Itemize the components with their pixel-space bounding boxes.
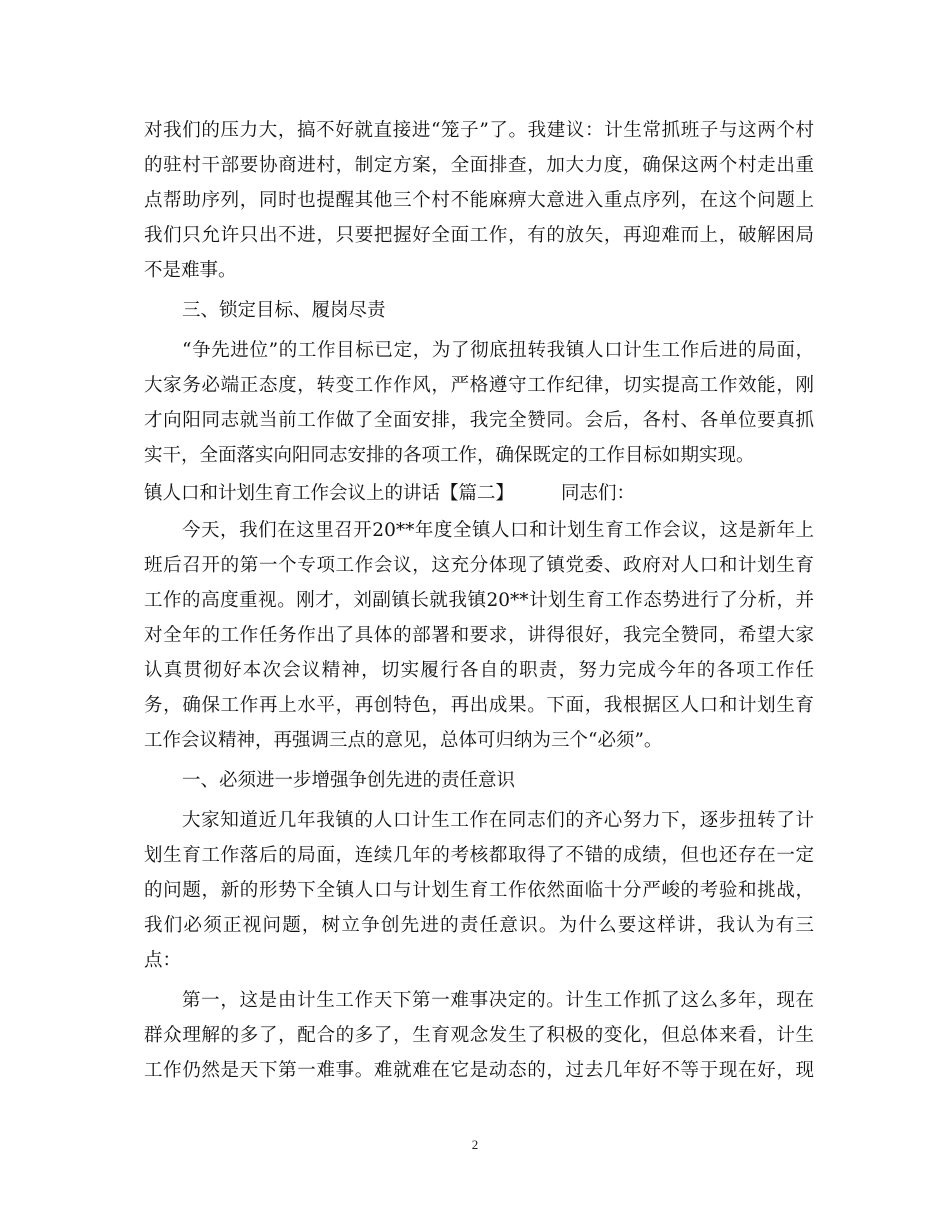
text-line: 划生育工作落后的局面，连续几年的考核都取得了不错的成绩，但也还存在一定 bbox=[144, 845, 814, 866]
text-line: 群众理解的多了，配合的多了，生育观念发生了积极的变化，但总体来看，计生 bbox=[144, 1025, 814, 1046]
text-line: 我们只允许只出不进，只要把握好全面工作，有的放矢，再迎难而上，破解困局 bbox=[144, 225, 814, 246]
text-line: 才向阳同志就当前工作做了全面安排，我完全赞同。会后，各村、各单位要真抓 bbox=[144, 410, 814, 431]
text-line: 工作会议精神，再强调三点的意见，总体可归纳为三个“必须”。 bbox=[144, 730, 663, 751]
text-line: 大家务必端正态度，转变工作作风，严格遵守工作纪律，切实提高工作效能，刚 bbox=[144, 375, 814, 396]
section-heading: 一、必须进一步增强争创先进的责任意识 bbox=[182, 770, 516, 791]
text-line: 点： bbox=[144, 950, 182, 971]
text-line: 班后召开的第一个专项工作会议，这充分体现了镇党委、政府对人口和计划生育 bbox=[144, 555, 814, 576]
text-line: 工作仍然是天下第一难事。难就难在它是动态的，过去几年好不等于现在好，现 bbox=[144, 1060, 814, 1081]
text-line: 的问题，新的形势下全镇人口与计划生育工作依然面临十分严峻的考验和挑战， bbox=[144, 880, 814, 901]
text-line: 第一，这是由计生工作天下第一难事决定的。计生工作抓了这么多年，现在 bbox=[182, 990, 814, 1011]
text-line: 对我们的压力大，搞不好就直接进“笼子”了。我建议：计生常抓班子与这两个村 bbox=[144, 120, 814, 141]
text-line: 我们必须正视问题，树立争创先进的责任意识。为什么要这样讲，我认为有三 bbox=[144, 915, 814, 936]
text-line: 点帮助序列，同时也提醒其他三个村不能麻痹大意进入重点序列，在这个问题上 bbox=[144, 190, 814, 211]
text-line: 工作的高度重视。刚才，刘副镇长就我镇20**计划生育工作态势进行了分析，并 bbox=[144, 590, 814, 611]
text-line: 大家知道近几年我镇的人口计生工作在同志们的齐心努力下，逐步扭转了计 bbox=[182, 810, 814, 831]
page-number: 2 bbox=[471, 1137, 479, 1152]
text-line: 务，确保工作再上水平，再创特色，再出成果。下面，我根据区人口和计划生育 bbox=[144, 695, 814, 716]
text-line: “争先进位”的工作目标已定，为了彻底扭转我镇人口计生工作后进的局面， bbox=[182, 340, 814, 361]
text-line: 对全年的工作任务作出了具体的部署和要求，讲得很好，我完全赞同，希望大家 bbox=[144, 625, 814, 646]
text-line: 今天，我们在这里召开20**年度全镇人口和计划生育工作会议，这是新年上 bbox=[182, 520, 814, 541]
speech-title: 镇人口和计划生育工作会议上的讲话【篇二】 同志们： bbox=[144, 483, 636, 504]
text-line: 不是难事。 bbox=[144, 260, 237, 281]
text-line: 实干，全面落实向阳同志安排的各项工作，确保既定的工作目标如期实现。 bbox=[144, 445, 755, 466]
text-line: 的驻村干部要协商进村，制定方案，全面排查，加大力度，确保这两个村走出重 bbox=[144, 155, 814, 176]
section-heading: 三、锁定目标、履岗尽责 bbox=[182, 300, 386, 321]
text-line: 认真贯彻好本次会议精神，切实履行各自的职责，努力完成今年的各项工作任 bbox=[144, 660, 814, 681]
